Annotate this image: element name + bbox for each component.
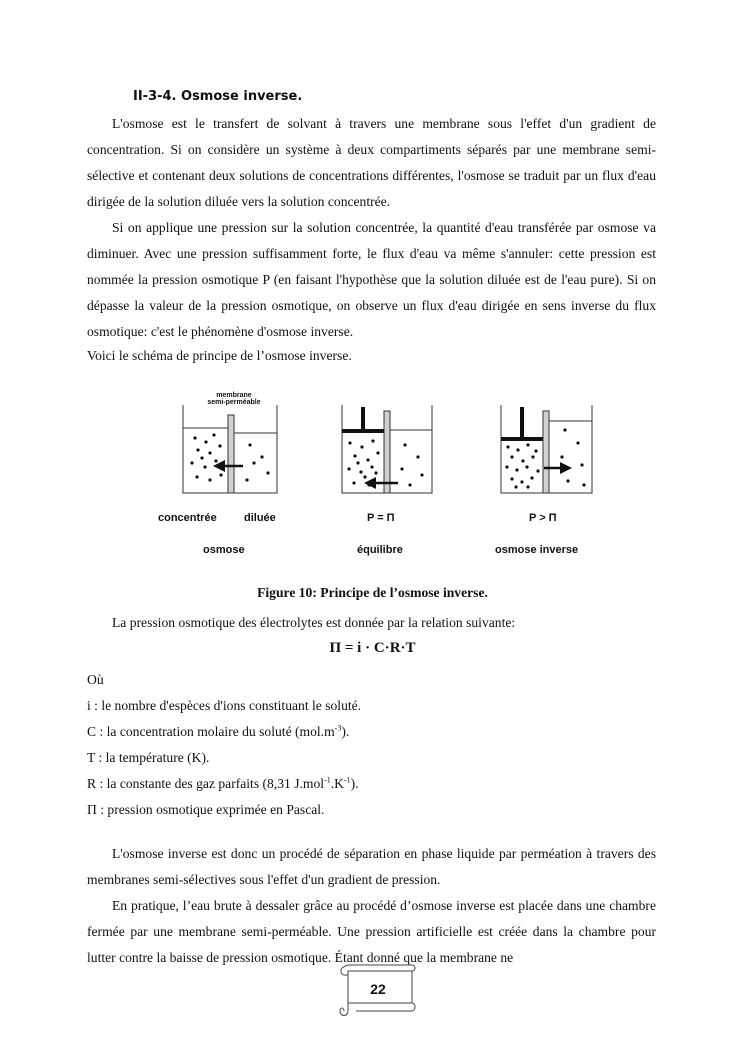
paragraph-osmose-definition: L'osmose est le transfert de solvant à travers une membrane sous l'effet d'un gradient de concentration. Si on considère un système à deux compartiments séparés par une membrane semi-sélective et contenant deux solutions de concentrations différentes, l'osmose se traduit par un flux d'eau dirigée de la solution diluée vers la solution concentrée. [87,116,656,209]
arrow-inverse [560,462,572,474]
label-concentree: concentrée [158,512,217,524]
osmosis-diagram-svg [150,385,600,565]
paragraph-osmotic-pressure: Si on applique une pression sur la solution concentrée, la quantité d'eau transférée par osmose va diminuer. Avec une pression suffisamment forte, le flux d'eau va même s'annuler: cette pression est nommée la pression osmotique P (en faisant l'hypothèse que la solution diluée est de l'eau pure). Si on dépasse la valeur de la pression osmotique, on observe un flux d'eau dirigée en sens inverse du flux osmotique: c'est le phénomène d'osmose inverse. [87,220,656,339]
figure-caption: Figure 10: Principe de l’osmose inverse. [257,585,488,600]
label-p-greater-pi: P > Π [529,512,557,524]
definition-t: T : la température (K). [87,750,210,765]
section-heading: II-3-4. Osmose inverse. [133,89,303,104]
arrow-equilibre [364,477,376,489]
page-number: 22 [370,981,386,997]
definition-i: i : le nombre d'espèces d'ions constituant le soluté. [87,698,362,713]
where-label: Où [87,672,104,687]
membrane-inverse [543,411,549,493]
definition-c-exponent: -3 [334,723,342,733]
title-equilibre: équilibre [357,544,403,556]
definition-pi: Π : pression osmotique exprimée en Pascal. [87,802,325,817]
membrane-equilibre [384,411,390,493]
membrane-label [202,392,266,406]
osmosis-diagram [150,385,600,565]
label-p-equal-pi: P = Π [367,512,395,524]
definition-r-end: ). [350,776,359,791]
relation-intro: La pression osmotique des électrolytes est donnée par la relation suivante: [112,615,516,630]
definition-c [87,722,687,742]
paragraph-reverse-osmosis-definition: L'osmose inverse est donc un procédé de séparation en phase liquide par perméation à travers des membranes semi-sélectives sous l'effet d'un gradient de pression. [87,846,656,887]
definition-r-exponent-2: -1 [343,775,351,785]
definition-r-text: R : la constante des gaz parfaits (8,31 J.mol [87,776,325,791]
definition-r [87,774,687,794]
osmotic-pressure-formula: Π = i · C·R·T [329,640,416,656]
membrane-osmose [228,415,234,493]
definition-r-unit: .K [330,776,344,791]
membrane-label-line1: membrane [216,392,252,399]
definition-c-end: ). [341,724,350,739]
paragraph-practice: En pratique, l’eau brute à dessaler grâce au procédé d’osmose inverse est placée dans une chambre fermée par une membrane semi-perméable. Une pression artificielle est créée dans la chambre pour lutter contre la baisse de pression osmotique. Étant donné que la membrane ne [87,898,656,965]
definition-c-text: C : la concentration molaire du soluté (mol.m [87,724,335,739]
title-osmose: osmose [203,544,245,556]
title-osmose-inverse: osmose inverse [495,544,579,556]
membrane-label-line2: semi-perméable [207,399,261,406]
paragraph-schema-intro: Voici le schéma de principe de l’osmose inverse. [87,348,352,363]
label-diluee: diluée [244,512,276,524]
definition-r-exponent-1: -1 [324,775,331,785]
